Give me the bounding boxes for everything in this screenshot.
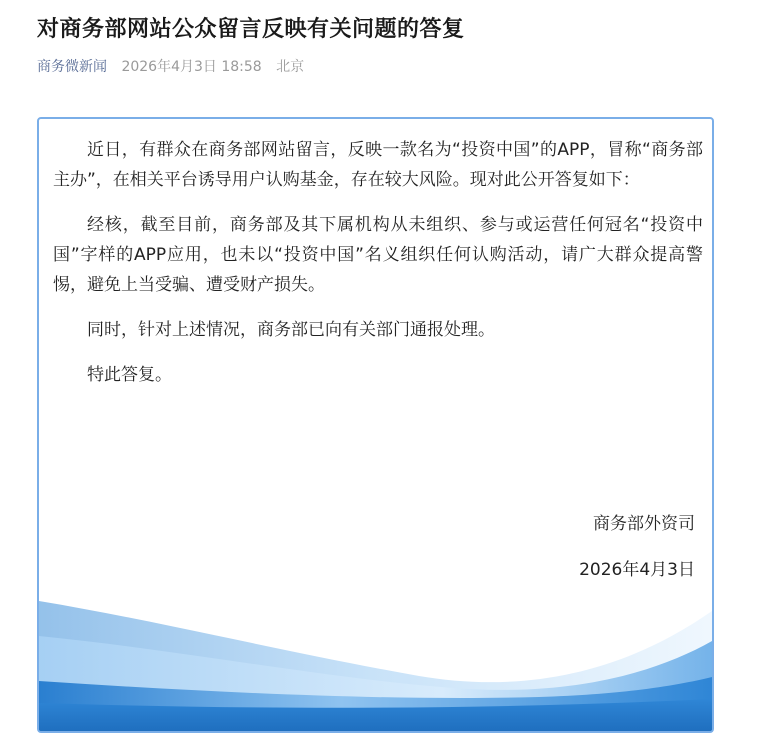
wave-decoration xyxy=(39,581,712,731)
announcement-card xyxy=(37,117,714,733)
publish-location: 北京 xyxy=(276,59,305,75)
publish-time: 2026年4月3日 18:58 xyxy=(121,59,262,75)
signature-date: 2026年4月3日 xyxy=(579,560,695,580)
paragraph: 经核，截至目前，商务部及其下属机构从未组织、参与或运营任何冠名“投资中国”字样的APP应用，也未以“投资中国”名义组织任何认购活动，请广大群众提高警惕，避免上当受骗、遭受财产损失。 xyxy=(53,215,703,295)
paragraph: 特此答复。 xyxy=(87,365,172,385)
paragraph: 近日，有群众在商务部网站留言，反映一款名为“投资中国”的APP，冒称“商务部主办”，在相关平台诱导用户认购基金，存在较大风险。现对此公开答复如下： xyxy=(53,140,703,190)
paragraph: 同时，针对上述情况，商务部已向有关部门通报处理。 xyxy=(87,320,495,340)
article-body xyxy=(53,135,703,405)
signature-org: 商务部外资司 xyxy=(593,514,695,534)
source-link[interactable]: 商务微新闻 xyxy=(37,59,107,75)
article-title: 对商务部网站公众留言反映有关问题的答复 xyxy=(37,17,465,42)
article-meta xyxy=(37,56,304,76)
